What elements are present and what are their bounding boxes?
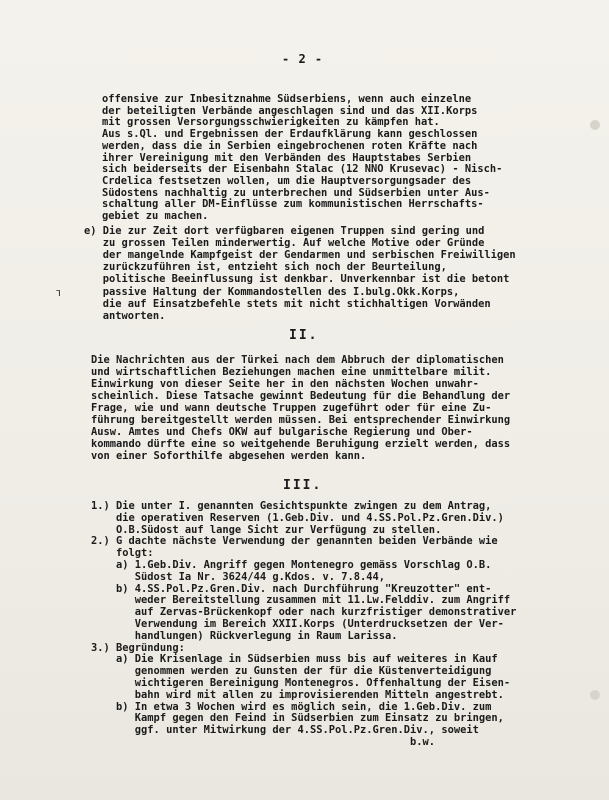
- text-line: scheinlich. Diese Tatsache gewinnt Bedeutung für die Behandlung der: [91, 390, 511, 402]
- section-3-heading: III.: [283, 478, 323, 493]
- text-line: handlungen) Rückverlegung in Raum Larissa.: [91, 629, 398, 642]
- text-line: Aus s.Ql. und Ergebnissen der Erdaufklärung kann geschlossen: [102, 128, 478, 141]
- text-line: werden, dass die in Serbien eingebrochenen roten Kräfte nach: [102, 139, 478, 152]
- text-line: bahn wird mit allen zu improvisierenden Mitteln angestrebt.: [91, 688, 504, 701]
- text-line: b) 4.SS.Pol.Pz.Gren.Div. nach Durchführung "Kreuzotter" ent-: [91, 582, 492, 595]
- text-line: ihrer Vereinigung mit den Verbänden des Hauptstabes Serbien: [102, 151, 472, 164]
- text-line: antworten.: [84, 309, 166, 322]
- text-line: passive Haltung der Kommandostellen des I.bulg.Okk.Korps,: [84, 285, 460, 298]
- text-line: schaltung aller DM-Einflüsse zum kommunistischen Herrschafts-: [102, 198, 484, 211]
- punch-hole: [590, 690, 600, 700]
- text-line: und wirtschaftlichen Beziehungen machen eine unmittelbare milit.: [91, 366, 492, 378]
- text-line: mit grossen Versorgungsschwierigkeiten zu kämpfen hat.: [102, 116, 440, 129]
- text-line: Südost Ia Nr. 3624/44 g.Kdos. v. 7.8.44,: [91, 570, 386, 583]
- text-line: ggf. unter Mitwirkung der 4.SS.Pol.Pz.Gren.Div., soweit: [91, 724, 479, 737]
- text-line: Die Nachrichten aus der Türkei nach dem Abbruch der diplomatischen: [91, 354, 504, 366]
- text-line: Crdelica festsetzen wollen, um die Hauptversorgungsader des: [102, 174, 472, 187]
- text-line: Südostens nachhaltig zu unterbrechen und Südserbien unter Aus-: [102, 186, 490, 199]
- text-line: von einer Soforthilfe abgesehen werden kann.: [91, 450, 367, 462]
- text-line: a) 1.Geb.Div. Angriff gegen Montenegro gemäss Vorschlag O.B.: [91, 559, 492, 571]
- text-line: a) Die Krisenlage in Südserbien muss bis auf weiteres in Kauf: [91, 653, 498, 666]
- text-line: O.B.Südost auf lange Sicht zur Verfügung zu stellen.: [91, 523, 442, 536]
- text-line: weder Bereitstellung zusammen mit 11.Lw.Felddiv. zum Angriff: [91, 594, 511, 607]
- text-line: b) In etwa 3 Wochen wird es möglich sein, die 1.Geb.Div. zum: [91, 700, 492, 713]
- text-line: b.w.: [91, 736, 436, 748]
- text-line: Einwirkung von dieser Seite her in den nächsten Wochen unwahr-: [91, 378, 479, 390]
- text-line: 2.) G dachte nächste Verwendung der genannten beiden Verbände wie: [91, 535, 498, 548]
- text-line: Frage, wie und wann deutsche Truppen zugeführt oder für eine Zu-: [91, 402, 492, 414]
- text-line: sich beiderseits der Eisenbahn Stalac (12 NNO Krusevac) - Nisch-: [102, 163, 503, 176]
- text-line: folgt:: [91, 547, 154, 560]
- text-line: Kampf gegen den Feind in Südserbien zum Einsatz zu bringen,: [91, 712, 504, 725]
- text-line: die operativen Reserven (1.Geb.Div. und 4.SS.Pol.Pz.Gren.Div.): [91, 511, 504, 524]
- text-line: e) Die zur Zeit dort verfügbaren eigenen Truppen sind gering und: [84, 225, 485, 237]
- page-number: - 2 -: [282, 52, 324, 66]
- text-line: 1.) Die unter I. genannten Gesichtspunkte zwingen zu dem Antrag,: [91, 500, 492, 512]
- text-line: der mangelnde Kampfgeist der Gendarmen und serbischen Freiwilligen: [84, 249, 516, 262]
- text-line: genommen werden zu Gunsten der für die Küstenverteidigung: [91, 665, 492, 678]
- text-line: führung bereitgestellt werden müssen. Bei entsprechender Einwirkung: [91, 414, 511, 426]
- text-line: gebiet zu machen.: [102, 210, 209, 222]
- text-line: zu grossen Teilen minderwertig. Auf welche Motive oder Gründe: [84, 237, 485, 250]
- margin-annotation: ꭋ: [56, 286, 61, 299]
- text-line: wichtigeren Bereinigung Montenegros. Offenhaltung der Eisen-: [91, 677, 511, 689]
- section-2-heading: II.: [289, 328, 319, 343]
- text-line: 3.) Begründung:: [91, 641, 185, 654]
- punch-hole: [590, 120, 600, 130]
- text-line: die auf Einsatzbefehle stets mit nicht stichhaltigen Vorwänden: [84, 297, 491, 310]
- text-line: offensive zur Inbesitznahme Südserbiens, wenn auch einzelne: [102, 93, 472, 105]
- text-line: politische Beeinflussung ist denkbar. Unverkennbar ist die betont: [84, 273, 510, 286]
- text-line: Ausw. Amtes und Chefs OKW auf bulgarische Regierung und Ober-: [91, 426, 473, 438]
- text-line: auf Zervas-Brückenkopf oder nach kurzfristiger demonstrativer: [91, 606, 517, 619]
- text-line: kommando dürfte eine so weitgehende Beruhigung erzielt werden, dass: [91, 438, 511, 450]
- text-line: zurückzuführen ist, entzieht sich noch der Beurteilung,: [84, 261, 447, 274]
- text-line: der beteiligten Verbände angeschlagen sind und das XII.Korps: [102, 104, 478, 117]
- text-line: Verwendung im Bereich XXII.Korps (Unterdrucksetzen der Ver-: [91, 618, 504, 630]
